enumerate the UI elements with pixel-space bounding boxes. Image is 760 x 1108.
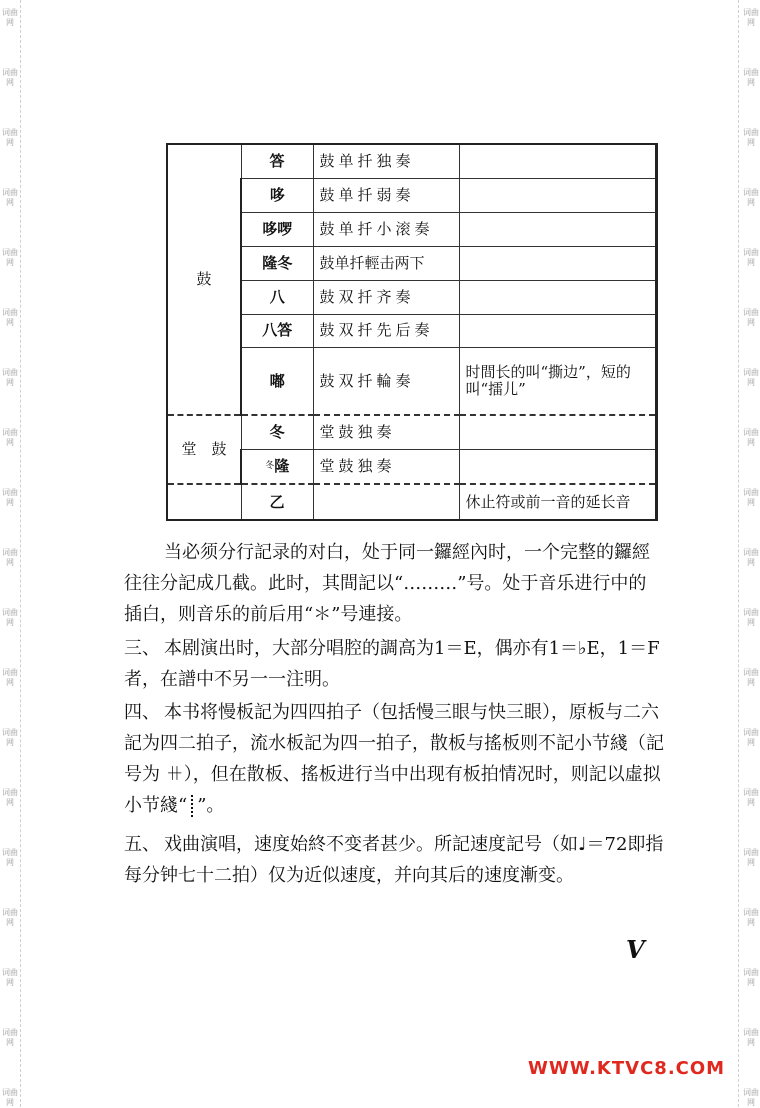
paragraph-4	[124, 697, 664, 821]
table-row	[167, 246, 657, 280]
table-description: 鼓双扦輪奏	[313, 348, 459, 415]
dotted-barline-icon	[191, 795, 193, 817]
table-row	[167, 348, 657, 415]
table-symbol	[241, 415, 313, 450]
table-note	[459, 415, 657, 450]
table-note	[459, 246, 657, 280]
symbol-text: 乙	[269, 492, 285, 511]
paragraph-text: 当必须分行記录的对白，处于同一鑼經內时，一个完整的鑼經往往分記成几截。此时，其間記以“………”号。处于音乐进行中的插白，则音乐的前后用“＊”号連接。	[124, 542, 650, 625]
table-symbol	[241, 213, 313, 247]
paragraph-text: 本书将慢板記为四四拍子（包括慢三眼与快三眼），原板与二六記为四二拍子，流水板記为四一拍子，散板与搖板则不記小节綫（記号为 ⧺），但在散板、搖板进行当中出现有板拍情况时，则記以虛拟小节綫“	[124, 702, 664, 816]
table-description: 鼓双扦齐奏	[313, 280, 459, 314]
item-number: 四、	[124, 702, 160, 723]
watermark-mark: 词曲网	[743, 188, 759, 207]
paragraph-5	[124, 829, 664, 891]
table-row	[167, 415, 657, 450]
item-number: 三、	[124, 638, 160, 659]
symbol-text: 冬	[269, 422, 285, 441]
watermark-mark: 词曲网	[2, 908, 18, 927]
watermark-mark: 词曲网	[743, 8, 759, 27]
table-row	[167, 449, 657, 484]
table-row	[167, 314, 657, 348]
table-description	[313, 484, 459, 520]
table-row	[167, 144, 657, 179]
watermark-mark: 词曲网	[743, 428, 759, 447]
table-note: 休止符或前一音的延长音	[459, 484, 657, 520]
table-description: 鼓双扦先后奏	[313, 314, 459, 348]
paragraph-text-end: ”。	[197, 795, 225, 816]
table-symbol	[241, 484, 313, 520]
table-symbol	[241, 179, 313, 213]
table-description: 鼓单扦弱奏	[313, 179, 459, 213]
watermark-mark: 词曲网	[2, 848, 18, 867]
watermark-mark: 词曲网	[743, 1088, 759, 1107]
table-row	[167, 213, 657, 247]
table-row	[167, 280, 657, 314]
table-note	[459, 449, 657, 484]
watermark-mark: 词曲网	[2, 428, 18, 447]
table-note	[459, 280, 657, 314]
table-description: 鼓单扦輕击两下	[313, 246, 459, 280]
table-description: 堂鼓独奏	[313, 415, 459, 450]
watermark-mark: 词曲网	[743, 308, 759, 327]
watermark-mark: 词曲网	[743, 668, 759, 687]
symbol-text: 隆冬	[262, 253, 293, 272]
watermark-mark: 词曲网	[743, 788, 759, 807]
watermark-mark: 词曲网	[2, 368, 18, 387]
table-category: 鼓	[167, 144, 241, 415]
table-symbol	[241, 314, 313, 348]
table-row	[167, 484, 657, 520]
site-watermark: WWW.KTVC8.COM	[528, 1058, 726, 1079]
table-symbol	[241, 280, 313, 314]
watermark-mark: 词曲网	[2, 128, 18, 147]
table-description: 鼓单扦小滚奏	[313, 213, 459, 247]
table-note	[459, 314, 657, 348]
watermark-mark: 词曲网	[743, 1028, 759, 1047]
watermark-mark: 词曲网	[2, 728, 18, 747]
watermark-mark: 词曲网	[2, 788, 18, 807]
paragraph-dialogue	[124, 537, 664, 630]
paragraph-text: 本剧演出时，大部分唱腔的調高为1＝E，偶亦有1＝♭E，1＝F者，在譜中不另一一注明。	[124, 638, 660, 690]
watermark-mark: 词曲网	[2, 608, 18, 627]
table-category	[167, 484, 241, 520]
table-note: 时間长的叫“撕边”，短的叫“擂儿”	[459, 348, 657, 415]
table-symbol	[241, 348, 313, 415]
symbol-text: 八	[269, 287, 285, 306]
watermark-mark: 词曲网	[2, 1028, 18, 1047]
symbol-text: 嘟	[269, 371, 285, 390]
watermark-mark: 词曲网	[743, 128, 759, 147]
percussion-notation-table	[166, 143, 658, 521]
watermark-mark: 词曲网	[2, 308, 18, 327]
watermark-mark: 词曲网	[743, 248, 759, 267]
watermark-mark: 词曲网	[743, 968, 759, 987]
table-description: 堂鼓独奏	[313, 449, 459, 484]
paragraph-text: 戏曲演唱，速度始終不变者甚少。所記速度記号（如♩＝72即指每分钟七十二拍）仅为近似速度，并向其后的速度漸变。	[124, 834, 664, 886]
symbol-text: 哆	[269, 186, 285, 205]
symbol-prefix: 冬	[265, 461, 275, 472]
watermark-mark: 词曲网	[2, 488, 18, 507]
table-category: 堂 鼓	[167, 415, 241, 485]
table-symbol	[241, 449, 313, 484]
watermark-mark: 词曲网	[2, 188, 18, 207]
watermark-mark: 词曲网	[2, 668, 18, 687]
table-row	[167, 179, 657, 213]
watermark-mark: 词曲网	[743, 488, 759, 507]
watermark-mark: 词曲网	[2, 68, 18, 87]
table-note	[459, 144, 657, 179]
left-watermark-strip	[0, 0, 21, 1107]
watermark-mark: 词曲网	[743, 728, 759, 747]
symbol-text: 隆	[274, 457, 290, 476]
item-number: 五、	[124, 834, 160, 855]
watermark-mark: 词曲网	[2, 968, 18, 987]
watermark-mark: 词曲网	[2, 248, 18, 267]
watermark-mark: 词曲网	[2, 1088, 18, 1107]
symbol-text: 哆啰	[262, 220, 293, 238]
symbol-text: 八答	[262, 321, 293, 340]
watermark-mark: 词曲网	[2, 8, 18, 27]
right-watermark-strip	[738, 0, 759, 1107]
paragraph-3	[124, 633, 664, 695]
watermark-mark: 词曲网	[2, 548, 18, 567]
watermark-mark: 词曲网	[743, 68, 759, 87]
table-symbol	[241, 144, 313, 179]
watermark-mark: 词曲网	[743, 548, 759, 567]
watermark-mark: 词曲网	[743, 608, 759, 627]
table-description: 鼓单扦独奏	[313, 144, 459, 179]
table-note	[459, 179, 657, 213]
table-note	[459, 213, 657, 247]
watermark-mark: 词曲网	[743, 848, 759, 867]
page-number: V	[626, 935, 645, 964]
table-symbol	[241, 246, 313, 280]
symbol-text: 答	[269, 152, 285, 171]
watermark-mark: 词曲网	[743, 368, 759, 387]
watermark-mark: 词曲网	[743, 908, 759, 927]
